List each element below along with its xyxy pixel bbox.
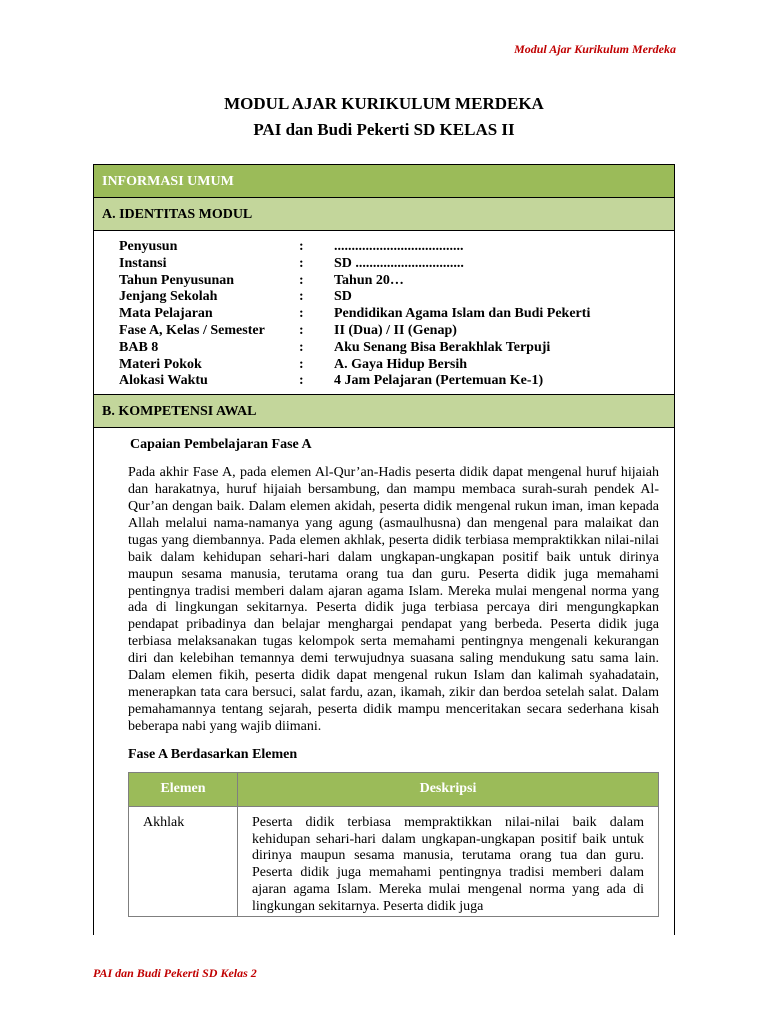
table-row (129, 806, 659, 916)
identity-label: Alokasi Waktu (119, 373, 208, 389)
identity-label: Jenjang Sekolah (119, 289, 218, 305)
identity-colon: : (299, 239, 304, 254)
capaian-paragraph: Pada akhir Fase A, pada elemen Al-Qur’an-Hadis peserta didik dapat mengenal huruf hijaiah dan harakatnya, huruf hijaiah bersambung, dan mampu membaca surah-surah pendek Al-Qur’an dengan baik. Dalam elemen akidah, peserta didik mengenal rukun iman, iman kepada Allah melalui nama-namanya yang agung (asmaulhusna) dan mengenal para malaikat dan tugas yang diembannya. Pada elemen akhlak, peserta didik terbiasa mempraktikkan nilai-nilai baik dalam kehidupan sehari-hari dalam ungkapan-ungkapan positif baik untuk dirinya maupun sesama manusia, terutama orang tua dan guru. Peserta didik juga memahami pentingnya tradisi memberi dalam ajaran agama Islam. Mereka mulai mengenal norma yang ada di lingkungan sekitarnya. Peserta didik juga terbiasa percaya diri mengungkapkan pendapat pribadinya dan belajar menghargai pendapat yang berbeda. Peserta didik juga terbiasa melaksanakan tugas kelompok serta memahami pentingnya mengenali kekurangan diri dan kelebihan temannya demi terwujudnya suasana saling mendukung satu sama lain. Dalam elemen fikih, peserta didik dapat mengenal rukun Islam dan kalimah syahadatain, menerapkan tata cara bersuci, salat fardu, azan, ikamah, zikir dan berdoa setelah salat. Dalam pemahamannya tentang sejarah, peserta didik mampu menceritakan secara sederhana kisah beberapa nabi yang wajib diimani. (128, 465, 659, 734)
identity-value: II (Dua) / II (Genap) (334, 322, 457, 338)
identity-label: Instansi (119, 255, 167, 271)
identity-colon: : (299, 373, 304, 389)
section-identitas-modul: A. IDENTITAS MODUL (94, 198, 674, 231)
column-header-deskripsi: Deskripsi (238, 772, 659, 806)
identity-row (119, 289, 674, 306)
identity-list (94, 231, 674, 395)
identity-value: Pendidikan Agama Islam dan Budi Pekerti (334, 306, 591, 322)
identity-label: BAB 8 (119, 339, 159, 355)
identity-value: A. Gaya Hidup Bersih (334, 356, 468, 372)
identity-row (119, 256, 674, 273)
identity-row (119, 239, 674, 256)
identity-label: Tahun Penyusunan (119, 272, 235, 288)
identity-label: Fase A, Kelas / Semester (119, 322, 265, 338)
section-informasi-umum: INFORMASI UMUM (94, 165, 674, 198)
identity-row (119, 357, 674, 374)
identity-value: Tahun 20… (334, 272, 404, 288)
identity-value: SD (334, 289, 352, 305)
section-kompetensi-awal: B. KOMPETENSI AWAL (94, 395, 674, 428)
identity-row (119, 340, 674, 357)
identity-value: 4 Jam Pelajaran (Pertemuan Ke-1) (334, 373, 544, 389)
module-frame (93, 164, 675, 935)
identity-value: Aku Senang Bisa Berakhlak Terpuji (334, 339, 551, 355)
identity-label: Mata Pelajaran (119, 306, 213, 322)
identity-row (119, 306, 674, 323)
running-header: Modul Ajar Kurikulum Merdeka (514, 42, 676, 56)
identity-value: ..................................... (334, 239, 464, 254)
deskripsi-cell: Peserta didik terbiasa mempraktikkan nilai-nilai baik dalam kehidupan sehari-hari dalam ungkapan-ungkapan positif baik untuk dirinya maupun sesama manusia, terutama orang tua dan guru. Peserta didik juga memahami pentingnya tradisi memberi dalam ajaran agama Islam. Mereka mulai mengenal norma yang ada di lingkungan sekitarnya. Peserta didik juga (238, 806, 659, 916)
identity-label: Materi Pokok (119, 356, 202, 372)
elemen-cell: Akhlak (129, 806, 238, 916)
identity-colon: : (299, 289, 304, 305)
identity-row (119, 373, 674, 390)
identity-label: Penyusun (119, 239, 178, 254)
running-footer: PAI dan Budi Pekerti SD Kelas 2 (93, 966, 257, 980)
identity-colon: : (299, 272, 304, 288)
column-header-elemen: Elemen (129, 772, 238, 806)
elemen-table (128, 772, 659, 917)
identity-row (119, 323, 674, 340)
identity-colon: : (299, 306, 304, 322)
document-subtitle: PAI dan Budi Pekerti SD KELAS II (253, 120, 515, 139)
identity-value: SD ............................... (334, 255, 464, 271)
identity-colon: : (299, 356, 304, 372)
identity-colon: : (299, 255, 304, 271)
capaian-heading: Capaian Pembelajaran Fase A (130, 437, 312, 453)
table-header-row (129, 772, 659, 806)
identity-colon: : (299, 322, 304, 338)
identity-row (119, 273, 674, 290)
fase-heading: Fase A Berdasarkan Elemen (128, 746, 298, 762)
document-title: MODUL AJAR KURIKULUM MERDEKA (224, 94, 544, 113)
identity-colon: : (299, 339, 304, 355)
kompetensi-content (94, 428, 674, 917)
